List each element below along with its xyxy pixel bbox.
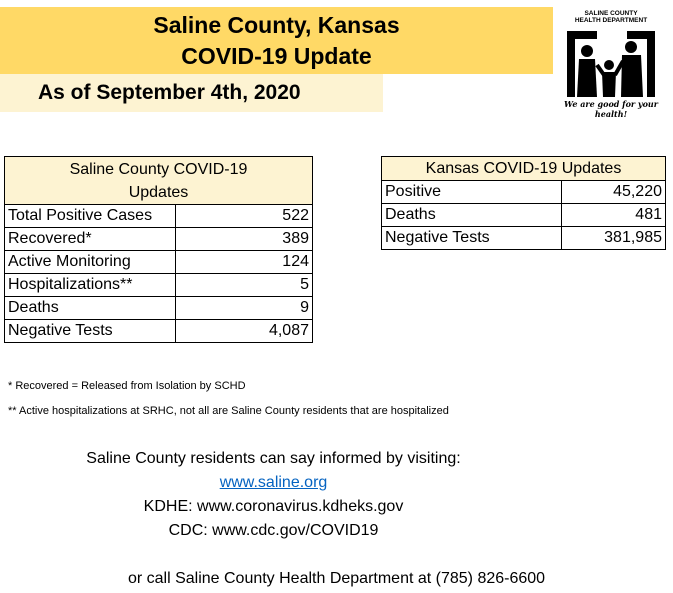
- row-label: Deaths: [5, 297, 176, 320]
- call-info: or call Saline County Health Department at (785) 826-6600: [127, 570, 546, 587]
- table-row: [5, 251, 313, 274]
- saline-website-link[interactable]: www.saline.org: [219, 474, 328, 491]
- row-value: 124: [176, 251, 313, 274]
- row-label: Positive: [382, 181, 562, 204]
- kdhe-info: KDHE: www.coronavirus.kdheks.gov: [143, 498, 404, 515]
- kansas-table: [381, 156, 666, 250]
- row-label: Total Positive Cases: [5, 205, 176, 228]
- cdc-info: CDC: www.cdc.gov/COVID19: [168, 522, 379, 539]
- row-value: 9: [176, 297, 313, 320]
- title-banner: [0, 7, 553, 74]
- row-label: Deaths: [382, 204, 562, 227]
- table-row: [5, 228, 313, 251]
- row-value: 481: [561, 204, 665, 227]
- saline-header-line-1: Saline County COVID-19: [69, 160, 248, 178]
- table-row: [382, 204, 666, 227]
- table-row: [5, 320, 313, 343]
- table-row: [382, 181, 666, 204]
- row-value: 381,985: [561, 227, 665, 250]
- row-label: Negative Tests: [5, 320, 176, 343]
- table-row: [5, 274, 313, 297]
- date-banner: As of September 4th, 2020: [0, 74, 383, 112]
- kansas-table-header: Kansas COVID-19 Updates: [382, 157, 666, 181]
- title-line-2: COVID-19 Update: [181, 43, 372, 69]
- title-line-1: Saline County, Kansas: [153, 12, 400, 38]
- row-value: 4,087: [176, 320, 313, 343]
- row-value: 45,220: [561, 181, 665, 204]
- row-label: Negative Tests: [382, 227, 562, 250]
- row-value: 389: [176, 228, 313, 251]
- logo-name-line-1: SALINE COUNTY: [584, 10, 638, 17]
- row-label: Hospitalizations**: [5, 274, 176, 297]
- logo-tagline: We are good for your health!: [564, 99, 658, 119]
- health-department-logo: [557, 10, 665, 119]
- saline-table-header: [5, 157, 313, 205]
- logo-name-line-2: HEALTH DEPARTMENT: [574, 17, 648, 24]
- hospitalization-footnote: ** Active hospitalizations at SRHC, not all are Saline County residents that are hospitalized: [8, 405, 449, 417]
- table-row: [382, 227, 666, 250]
- saline-header-line-2: Updates: [128, 183, 189, 201]
- row-label: Recovered*: [5, 228, 176, 251]
- row-label: Active Monitoring: [5, 251, 176, 274]
- saline-county-table: [4, 156, 313, 343]
- recovered-footnote: * Recovered = Released from Isolation by SCHD: [8, 380, 246, 392]
- table-row: [5, 297, 313, 320]
- row-value: 522: [176, 205, 313, 228]
- family-figures-icon: [557, 25, 665, 101]
- info-intro: Saline County residents can say informed by visiting:: [86, 450, 461, 467]
- row-value: 5: [176, 274, 313, 297]
- saline-link-wrap: [0, 474, 610, 492]
- table-row: [5, 205, 313, 228]
